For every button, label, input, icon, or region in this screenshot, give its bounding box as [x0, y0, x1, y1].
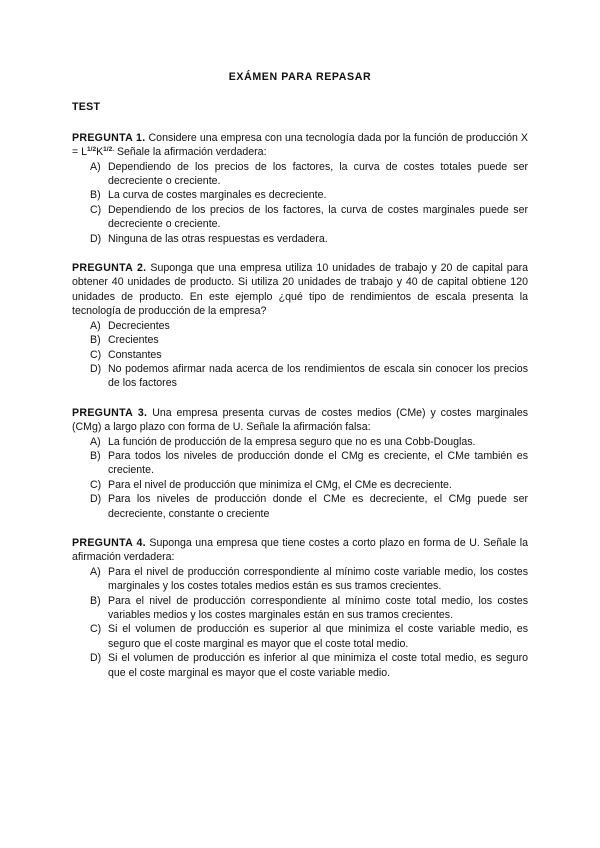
question-text: Suponga que una empresa utiliza 10 unidades de trabajo y 20 de capital para obtener 40 unidades de producto. Si utiliza 20 unidades de trabajo y 40 de capital obtiene 120 unidades de producto. En este ejemplo ¿qué tipo de rendimientos de escala presenta la tecnología de producción de la empresa? — [72, 262, 529, 318]
option-text: Ninguna de las otras respuestas es verdadera. — [108, 232, 328, 245]
exponent-k: 1/2. — [103, 146, 114, 154]
option-text: La curva de costes marginales es decreciente. — [108, 189, 327, 202]
question-stem — [72, 406, 528, 435]
option-text: Para el nivel de producción que minimiza el CMg, el CMe es decreciente. — [108, 478, 452, 491]
option-letter: D) — [90, 232, 102, 245]
option-b[interactable] — [90, 333, 528, 347]
question-text: Suponga una empresa que tiene costes a corto plazo en forma de U. Señale la afirmación verdadera: — [72, 536, 528, 564]
question-label: PREGUNTA 1. — [72, 131, 146, 144]
option-letter: D) — [90, 652, 102, 665]
question-label: PREGUNTA 4. — [72, 536, 146, 549]
option-c[interactable] — [90, 348, 528, 362]
option-text: Para todos los niveles de producción donde el CMg es creciente, el CMe también es creciente. — [108, 449, 528, 477]
option-letter: B) — [90, 334, 101, 347]
option-letter: C) — [90, 478, 102, 491]
question-stem — [72, 536, 528, 565]
option-a[interactable] — [90, 160, 528, 189]
option-b[interactable] — [90, 188, 528, 202]
option-text: Decrecientes — [108, 319, 170, 332]
option-text: Crecientes — [108, 334, 159, 347]
option-list — [72, 565, 528, 680]
option-text: Para los niveles de producción donde el CMe es decreciente, el CMg puede ser decreciente, constante o creciente — [108, 493, 528, 520]
question-text: Una empresa presenta curvas de costes medios (CMe) y costes marginales (CMg) a largo plazo con forma de U. Señale la afirmación falsa: — [72, 406, 529, 434]
option-list — [72, 319, 528, 391]
option-d[interactable] — [90, 362, 528, 391]
option-letter: B) — [90, 189, 101, 202]
question-4 — [72, 536, 528, 680]
option-list — [72, 160, 528, 246]
option-letter: C) — [90, 203, 102, 216]
option-text: Para el nivel de producción correspondiente al mínimo coste variable medio, los costes marginales y los costes totales medios están es sus tramos crecientes. — [108, 565, 528, 593]
option-letter: D) — [90, 493, 102, 506]
question-2 — [72, 261, 528, 391]
option-letter: A) — [90, 435, 101, 448]
option-text: La función de producción de la empresa seguro que no es una Cobb-Douglas. — [108, 435, 476, 448]
question-stem — [72, 131, 528, 160]
option-text: Constantes — [108, 348, 162, 361]
option-list — [72, 435, 528, 521]
option-text: Dependiendo de los precios de los factores, la curva de costes totales puede ser decreciente o creciente. — [108, 160, 528, 188]
option-b[interactable] — [90, 449, 528, 478]
option-letter: A) — [90, 319, 101, 332]
option-letter: A) — [90, 565, 101, 578]
option-letter: B) — [90, 449, 101, 462]
option-letter: C) — [90, 623, 102, 636]
option-c[interactable] — [90, 203, 528, 232]
option-d[interactable] — [90, 492, 528, 521]
option-letter: D) — [90, 362, 102, 375]
option-d[interactable] — [90, 651, 528, 680]
exam-page — [72, 70, 528, 695]
question-1 — [72, 131, 528, 246]
option-text: No podemos afirmar nada acerca de los rendimientos de escala sin conocer los precios de los factores — [108, 362, 528, 390]
option-c[interactable] — [90, 478, 528, 492]
option-letter: B) — [90, 594, 101, 607]
question-stem — [72, 261, 528, 319]
question-3 — [72, 406, 528, 521]
option-letter: A) — [90, 160, 101, 173]
option-text: Si el volumen de producción es superior al que minimiza el coste variable medio, es seguro que el coste marginal es mayor que el coste total medio. — [108, 623, 528, 650]
option-a[interactable] — [90, 319, 528, 333]
option-text: Para el nivel de producción correspondiente al mínimo coste total medio, los costes variables medios y los costes marginales están en sus tramos crecientes. — [108, 594, 528, 621]
question-label: PREGUNTA 2. — [72, 262, 147, 275]
option-c[interactable] — [90, 622, 528, 651]
question-label: PREGUNTA 3. — [72, 406, 148, 419]
option-a[interactable] — [90, 435, 528, 449]
question-text-end: Señale la afirmación verdadera: — [114, 146, 267, 159]
exam-title: EXÁMEN PARA REPASAR — [228, 71, 372, 83]
section-heading: TEST — [72, 101, 101, 114]
option-text: Si el volumen de producción es inferior al que minimiza el coste total medio, es seguro que el coste marginal es mayor que el coste variable medio. — [108, 652, 528, 679]
option-text: Dependiendo de los precios de los factores, la curva de costes marginales puede ser decreciente o creciente. — [108, 203, 528, 231]
capital-symbol: K — [96, 146, 104, 159]
option-b[interactable] — [90, 594, 528, 623]
option-d[interactable] — [90, 232, 528, 246]
option-letter: C) — [90, 348, 102, 361]
option-a[interactable] — [90, 565, 528, 594]
exponent-l: 1/2 — [87, 146, 97, 154]
question-text: Considere una empresa con una tecnología dada por la función de producción X = L — [72, 131, 528, 159]
